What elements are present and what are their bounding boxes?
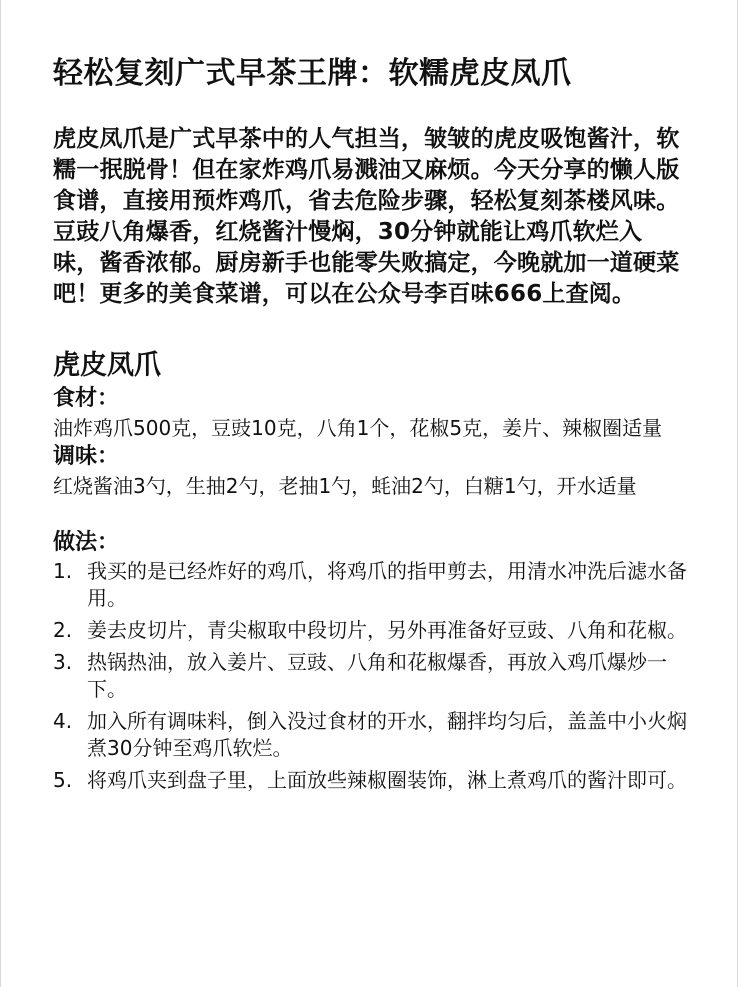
step-number: 3. [53, 650, 73, 674]
step-text: 姜去皮切片，青尖椒取中段切片，另外再准备好豆豉、八角和花椒。 [87, 618, 687, 642]
ingredients-label: 食材： [53, 386, 120, 411]
step-item [53, 767, 687, 794]
recipe-title: 虎皮凤爪 [53, 350, 161, 381]
method-label: 做法： [53, 530, 120, 555]
step-item [53, 617, 687, 644]
seasoning-text: 红烧酱油3勺，生抽2勺，老抽1勺，蚝油2勺，白糖1勺，开水适量 [53, 474, 637, 498]
step-text: 热锅热油，放入姜片、豆豉、八角和花椒爆香，再放入鸡爪爆炒一下。 [87, 650, 667, 701]
step-item [53, 708, 687, 762]
step-item [53, 558, 687, 612]
document-page [1, 0, 737, 987]
step-text: 加入所有调味料，倒入没过食材的开水，翻拌均匀后，盖盖中小火焖煮30分钟至鸡爪软烂。 [87, 709, 687, 760]
step-number: 2. [53, 618, 73, 642]
step-text: 将鸡爪夹到盘子里，上面放些辣椒圈装饰，淋上煮鸡爪的酱汁即可。 [87, 768, 687, 792]
seasoning-label: 调味： [53, 444, 120, 469]
step-item [53, 649, 687, 703]
step-number: 4. [53, 709, 73, 733]
article-intro: 虎皮凤爪是广式早茶中的人气担当，皱皱的虎皮吸饱酱汁，软糯一抿脱骨！但在家炸鸡爪易溅油又麻烦。今天分享的懒人版食谱，直接用预炸鸡爪，省去危险步骤，轻松复刻茶楼风味。豆豉八角爆香，红烧酱汁慢焖，30分钟就能让鸡爪软烂入味，酱香浓郁。厨房新手也能零失败搞定，今晚就加一道硬菜吧！更多的美食菜谱，可以在公众号李百味666上查阅。 [53, 126, 680, 307]
step-number: 5. [53, 768, 73, 792]
step-text: 我买的是已经炸好的鸡爪，将鸡爪的指甲剪去，用清水冲洗后滤水备用。 [87, 559, 687, 610]
article-title: 轻松复刻广式早茶王牌：软糯虎皮凤爪 [53, 56, 572, 91]
section-spacer [53, 500, 687, 528]
ingredients-text: 油炸鸡爪500克，豆豉10克，八角1个，花椒5克，姜片、辣椒圈适量 [53, 416, 663, 440]
method-steps [53, 558, 687, 794]
step-number: 1. [53, 559, 73, 583]
